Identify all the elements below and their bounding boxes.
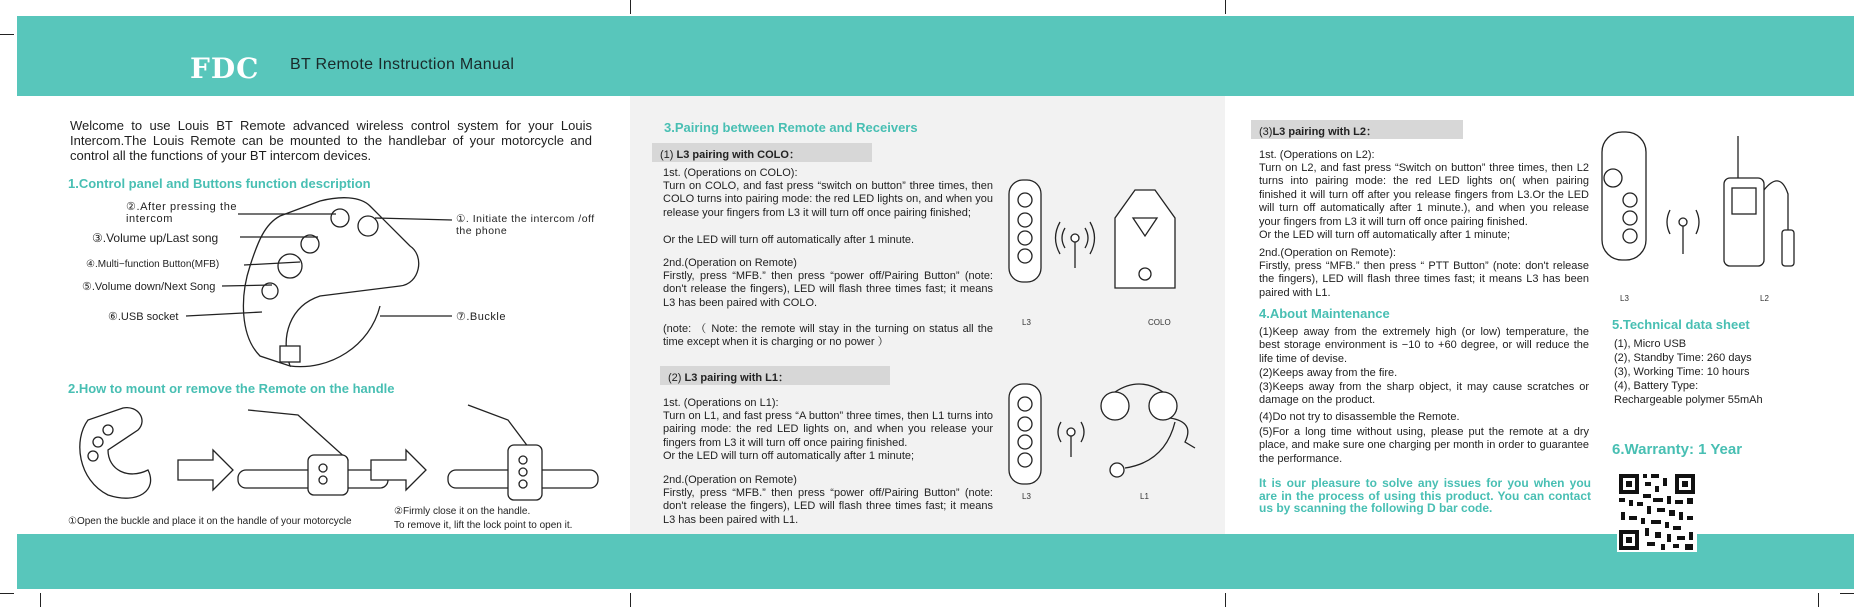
mount-step-diagrams: [68, 400, 608, 510]
colo-step1-text: Turn on COLO, and fast press “switch on button” three times, then COLO turns into pairing mode: the red LED lights on, and when you release your fingers from L3 it will turn off once pairing finished;: [663, 180, 993, 219]
label-usb-socket: ⑥.USB socket: [108, 311, 179, 323]
maintenance-item-2: (2)Keeps away from the fire.: [1259, 367, 1398, 379]
pairing-colo-bar: [652, 143, 872, 162]
signal-icon: [1056, 222, 1095, 268]
image-label-colo: COLO: [1148, 318, 1171, 327]
qr-code-icon: [1617, 472, 1697, 552]
l1-headset-icon: [1101, 384, 1195, 477]
remote-power-note: (note: （ Note: the remote will stay in the turning on status all the time except when it is charging or no power ）: [663, 323, 993, 349]
label-buckle: ⑦.Buckle: [456, 311, 506, 323]
colo-step2-heading: 2nd.(Operation on Remote): [663, 257, 797, 269]
support-message: It is our pleasure to solve any issues for you when you are in the process of using this product. You can contact us by scanning the following D bar code.: [1259, 476, 1591, 515]
pairing-l1-heading: L3 pairing with L1：: [684, 372, 790, 384]
tech-item-2: (2), Standby Time: 260 days: [1614, 352, 1752, 364]
section-1-title: 1.Control panel and Buttons function description: [68, 176, 371, 191]
image-label-l1: L1: [1140, 492, 1149, 501]
l2-walkie-talkie-icon: [1724, 136, 1794, 266]
brand-logo: FDC: [190, 52, 260, 85]
image-label-l3: L3: [1022, 492, 1031, 501]
tech-item-1: (1), Micro USB: [1614, 338, 1687, 350]
label-volume-down: ⑤.Volume down/Next Song: [82, 281, 216, 293]
arrow-right-icon: [178, 450, 233, 490]
signal-icon: [1667, 210, 1699, 254]
l2-step1-timeout: Or the LED will turn off automatically after 1 minute;: [1259, 229, 1511, 241]
pairing-colo-number: (1): [660, 149, 674, 161]
colo-step1-heading: 1st. (Operations on COLO):: [663, 167, 798, 179]
mount-step-2-remove-caption: To remove it, lift the lock point to open it.: [394, 520, 573, 531]
pairing-l1-bar: [660, 366, 890, 385]
section-3-title: 3.Pairing between Remote and Receivers: [664, 120, 918, 135]
label-intercom-button: ②.After pressing the intercom: [126, 201, 238, 225]
remote-icon: [1009, 384, 1041, 484]
pairing-l2-heading: L3 pairing with L2：: [1272, 126, 1377, 138]
remote-icon: [1009, 180, 1041, 282]
maintenance-item-4: (4)Do not try to disassemble the Remote.: [1259, 411, 1460, 423]
pairing-l2-bar: [1251, 120, 1463, 139]
label-initiate-intercom: ①. Initiate the intercom /off the phone: [456, 213, 595, 237]
colo-step1-timeout: Or the LED will turn off automatically after 1 minute.: [663, 234, 915, 246]
l1-step1-heading: 1st. (Operations on L1):: [663, 397, 779, 409]
l1-step2-text: Firstly, press “MFB.” then press “power off/Pairing Button” (note: don't release the fingers), LED will flash three times fast; it means L3 has been paired with L1.: [663, 487, 993, 526]
intro-text: Welcome to use Louis BT Remote advanced wireless control system for your Louis Intercom.The Louis Remote can be mounted to the handlebar of your motorcycle and control all the functions of your BT intercom devices.: [70, 118, 592, 163]
l2-step1-text: Turn on L2, and fast press “Switch on button” three times, then L2 turns into pairing mode: the red LED lights on( when pairing finished it will turn off after you release fingers from L3.Or the LED will turn off automatically after 1 minute.), and when you release your fingers from L3 it will turn off once pairing finished.: [1259, 162, 1589, 228]
l2-step2-text: Firstly, press “MFB.” then press “ PTT Button” (note: don't release the fingers), LED will flash three times fast; it means L3 has been paired with L1.: [1259, 260, 1589, 299]
l1-step2-heading: 2nd.(Operation on Remote): [663, 474, 797, 486]
pairing-colo-heading: L3 pairing with COLO：: [676, 149, 800, 161]
colo-step2-text: Firstly, press “MFB.” then press “power off/Pairing Button” (note: don't release the fingers), LED will flash three times fast; it means L3 has been paired with COLO.: [663, 270, 993, 309]
image-label-l3: L3: [1620, 294, 1629, 303]
pairing-l2-number: (3): [1259, 126, 1273, 138]
mount-step-1-caption: ①Open the buckle and place it on the handle of your motorcycle: [68, 516, 352, 527]
section-5-title: 5.Technical data sheet: [1612, 317, 1750, 332]
remote-icon: [1602, 132, 1646, 260]
label-volume-up: ③.Volume up/Last song: [92, 231, 219, 245]
maintenance-item-3: (3)Keeps away from the sharp object, it may cause scratches or damage on the product.: [1259, 381, 1589, 407]
tech-item-4: (4), Battery Type:: [1614, 380, 1699, 392]
colo-intercom-icon: [1115, 190, 1175, 288]
section-6-warranty: 6.Warranty: 1 Year: [1612, 441, 1743, 458]
maintenance-item-1: (1)Keep away from the extremely high (or low) temperature, the best storage environment is −10 to +60 degree, or will reduce the life time of devise.: [1259, 326, 1589, 365]
image-label-l3: L3: [1022, 318, 1031, 327]
section-4-title: 4.About Maintenance: [1259, 306, 1390, 321]
label-mfb: ④.Multi−function Button(MFB): [86, 259, 220, 270]
maintenance-item-5: (5)For a long time without using, please put the remote at a dry place, and make sure one charging per month in order to guarantee the performance.: [1259, 426, 1589, 465]
mount-step-2-caption: ②Firmly close it on the handle.: [394, 506, 531, 517]
l2-step2-heading: 2nd.(Operation on Remote):: [1259, 247, 1396, 259]
tech-item-5: Rechargeable polymer 55mAh: [1614, 394, 1763, 406]
l3-l2-pairing-image: [1598, 130, 1798, 290]
l3-l1-pairing-image: [1005, 382, 1205, 490]
l1-step1-text: Turn on L1, and fast press “A button” three times, then L1 turns into pairing mode: the red LED lights on, and when you release your fingers from L3 it will turn off once pairing finished.: [663, 410, 993, 449]
section-2-title: 2.How to mount or remove the Remote on the handle: [68, 381, 395, 396]
document-title: BT Remote Instruction Manual: [290, 56, 515, 73]
image-label-l2: L2: [1760, 294, 1769, 303]
tech-item-3: (3), Working Time: 10 hours: [1614, 366, 1750, 378]
signal-icon: [1058, 422, 1084, 457]
l2-step1-heading: 1st. (Operations on L2):: [1259, 149, 1375, 161]
l3-colo-pairing-image: [1005, 178, 1180, 318]
pairing-l1-number: (2): [668, 372, 682, 384]
l1-step1-timeout: Or the LED will turn off automatically after 1 minute;: [663, 450, 915, 462]
